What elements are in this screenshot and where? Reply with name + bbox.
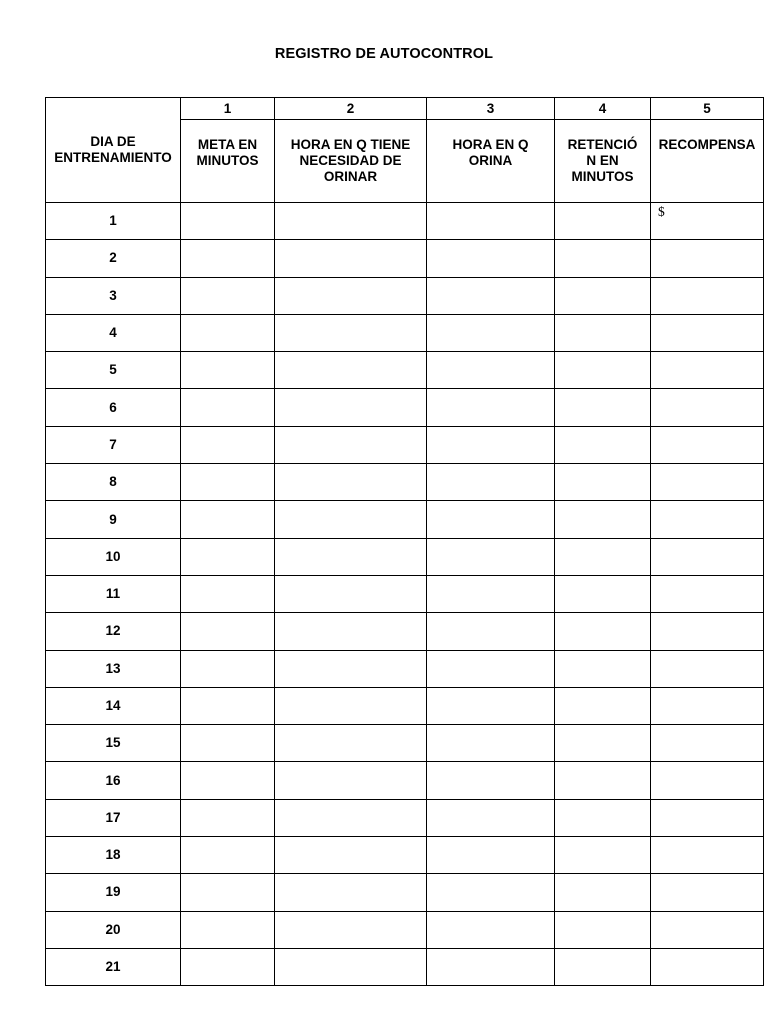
- reward-cell[interactable]: [651, 314, 764, 351]
- header-line: MINUTOS: [196, 153, 259, 168]
- retention-minutes-cell[interactable]: [555, 240, 651, 277]
- header-line: ORINAR: [323, 169, 378, 184]
- urinate-time-cell[interactable]: [427, 874, 555, 911]
- day-number: 8: [46, 464, 181, 501]
- reward-cell[interactable]: [651, 613, 764, 650]
- urinate-time-cell[interactable]: [427, 314, 555, 351]
- retention-minutes-cell[interactable]: [555, 389, 651, 426]
- header-line: RETENCIÓ: [567, 137, 638, 152]
- header-line: MINUTOS: [571, 169, 634, 184]
- urinate-time-cell[interactable]: [427, 277, 555, 314]
- table-row: [46, 687, 764, 724]
- urinate-time-cell[interactable]: [427, 240, 555, 277]
- need-time-cell[interactable]: [275, 464, 427, 501]
- reward-cell[interactable]: [651, 762, 764, 799]
- header-goal-minutes: [181, 120, 275, 203]
- goal-minutes-cell[interactable]: [181, 725, 275, 762]
- need-time-cell[interactable]: [275, 538, 427, 575]
- header-line: META EN: [197, 137, 258, 152]
- reward-cell[interactable]: [651, 501, 764, 538]
- day-number: 12: [46, 613, 181, 650]
- need-time-cell[interactable]: [275, 762, 427, 799]
- urinate-time-cell[interactable]: [427, 389, 555, 426]
- need-time-cell[interactable]: [275, 725, 427, 762]
- day-number: 7: [46, 426, 181, 463]
- reward-cell[interactable]: [651, 837, 764, 874]
- retention-minutes-cell[interactable]: [555, 613, 651, 650]
- reward-cell[interactable]: [651, 911, 764, 948]
- reward-cell[interactable]: [651, 799, 764, 836]
- reward-cell[interactable]: [651, 389, 764, 426]
- header-retention-minutes: [555, 120, 651, 203]
- header-line: HORA EN Q TIENE: [290, 137, 411, 152]
- column-number: 1: [181, 98, 275, 120]
- need-time-cell[interactable]: [275, 277, 427, 314]
- day-number: 4: [46, 314, 181, 351]
- goal-minutes-cell[interactable]: [181, 762, 275, 799]
- goal-minutes-cell[interactable]: [181, 352, 275, 389]
- reward-cell[interactable]: [651, 352, 764, 389]
- day-number: 16: [46, 762, 181, 799]
- day-column-header: [46, 98, 181, 203]
- day-number: 20: [46, 911, 181, 948]
- need-time-cell[interactable]: [275, 874, 427, 911]
- goal-minutes-cell[interactable]: [181, 911, 275, 948]
- urinate-time-cell[interactable]: [427, 464, 555, 501]
- goal-minutes-cell[interactable]: [181, 575, 275, 612]
- header-need-time: [275, 120, 427, 203]
- need-time-cell[interactable]: [275, 501, 427, 538]
- retention-minutes-cell[interactable]: [555, 277, 651, 314]
- reward-cell[interactable]: [651, 575, 764, 612]
- reward-cell[interactable]: [651, 203, 764, 240]
- table-row: [46, 911, 764, 948]
- reward-cell[interactable]: [651, 426, 764, 463]
- reward-cell[interactable]: [651, 687, 764, 724]
- urinate-time-cell[interactable]: [427, 352, 555, 389]
- reward-cell[interactable]: [651, 948, 764, 985]
- urinate-time-cell[interactable]: [427, 911, 555, 948]
- goal-minutes-cell[interactable]: [181, 613, 275, 650]
- urinate-time-cell[interactable]: [427, 426, 555, 463]
- reward-cell[interactable]: [651, 538, 764, 575]
- goal-minutes-cell[interactable]: [181, 538, 275, 575]
- table-row: [46, 613, 764, 650]
- goal-minutes-cell[interactable]: [181, 837, 275, 874]
- urinate-time-cell[interactable]: [427, 799, 555, 836]
- retention-minutes-cell[interactable]: [555, 575, 651, 612]
- retention-minutes-cell[interactable]: [555, 538, 651, 575]
- goal-minutes-cell[interactable]: [181, 948, 275, 985]
- need-time-cell[interactable]: [275, 613, 427, 650]
- day-header-line: DIA DE: [90, 134, 136, 149]
- need-time-cell[interactable]: [275, 575, 427, 612]
- need-time-cell[interactable]: [275, 911, 427, 948]
- table-row: [46, 874, 764, 911]
- column-number: 5: [651, 98, 764, 120]
- column-number: 3: [427, 98, 555, 120]
- header-line: RECOMPENSA: [658, 137, 756, 152]
- day-number: 2: [46, 240, 181, 277]
- column-number: 2: [275, 98, 427, 120]
- day-number: 21: [46, 948, 181, 985]
- need-time-cell[interactable]: [275, 837, 427, 874]
- goal-minutes-cell[interactable]: [181, 874, 275, 911]
- day-number: 13: [46, 650, 181, 687]
- urinate-time-cell[interactable]: [427, 575, 555, 612]
- goal-minutes-cell[interactable]: [181, 687, 275, 724]
- need-time-cell[interactable]: [275, 687, 427, 724]
- need-time-cell[interactable]: [275, 426, 427, 463]
- header-line: HORA EN Q: [452, 137, 529, 152]
- retention-minutes-cell[interactable]: [555, 464, 651, 501]
- table-row: [46, 314, 764, 351]
- goal-minutes-cell[interactable]: [181, 389, 275, 426]
- need-time-cell[interactable]: [275, 650, 427, 687]
- day-number: 15: [46, 725, 181, 762]
- table-row: [46, 948, 764, 985]
- reward-cell[interactable]: [651, 874, 764, 911]
- urinate-time-cell[interactable]: [427, 538, 555, 575]
- retention-minutes-cell[interactable]: [555, 650, 651, 687]
- column-number: 4: [555, 98, 651, 120]
- table-row: [46, 464, 764, 501]
- day-rows: [46, 203, 764, 986]
- table-row: [46, 203, 764, 240]
- urinate-time-cell[interactable]: [427, 501, 555, 538]
- table-row: [46, 501, 764, 538]
- need-time-cell[interactable]: [275, 948, 427, 985]
- day-number: 18: [46, 837, 181, 874]
- urinate-time-cell[interactable]: [427, 725, 555, 762]
- retention-minutes-cell[interactable]: [555, 352, 651, 389]
- table-row: [46, 650, 764, 687]
- retention-minutes-cell[interactable]: [555, 799, 651, 836]
- table-row: [46, 240, 764, 277]
- need-time-cell[interactable]: [275, 352, 427, 389]
- table-row: [46, 799, 764, 836]
- reward-cell[interactable]: [651, 725, 764, 762]
- day-number: 17: [46, 799, 181, 836]
- page-title: REGISTRO DE AUTOCONTROL: [274, 46, 494, 62]
- urinate-time-cell[interactable]: [427, 650, 555, 687]
- header-line: ORINA: [468, 153, 513, 168]
- column-number-row: [46, 98, 764, 120]
- day-number: 11: [46, 575, 181, 612]
- retention-minutes-cell[interactable]: [555, 874, 651, 911]
- day-number: 10: [46, 538, 181, 575]
- reward-cell[interactable]: [651, 240, 764, 277]
- table-row: [46, 277, 764, 314]
- urinate-time-cell[interactable]: [427, 948, 555, 985]
- header-line: NECESIDAD DE: [299, 153, 402, 168]
- retention-minutes-cell[interactable]: [555, 687, 651, 724]
- urinate-time-cell[interactable]: [427, 837, 555, 874]
- goal-minutes-cell[interactable]: [181, 240, 275, 277]
- table-row: [46, 725, 764, 762]
- day-header-line: ENTRENAMIENTO: [54, 150, 172, 165]
- retention-minutes-cell[interactable]: [555, 911, 651, 948]
- reward-cell[interactable]: [651, 464, 764, 501]
- retention-minutes-cell[interactable]: [555, 314, 651, 351]
- table-row: [46, 538, 764, 575]
- need-time-cell[interactable]: [275, 389, 427, 426]
- day-number: 3: [46, 277, 181, 314]
- table-row: [46, 352, 764, 389]
- header-urinate-time: [427, 120, 555, 203]
- day-number: 9: [46, 501, 181, 538]
- goal-minutes-cell[interactable]: [181, 277, 275, 314]
- retention-minutes-cell[interactable]: [555, 762, 651, 799]
- self-control-log-table: [45, 97, 764, 986]
- goal-minutes-cell[interactable]: [181, 464, 275, 501]
- retention-minutes-cell[interactable]: [555, 203, 651, 240]
- reward-cell[interactable]: [651, 277, 764, 314]
- day-number: 1: [46, 203, 181, 240]
- currency-sign: $: [658, 204, 665, 219]
- goal-minutes-cell[interactable]: [181, 203, 275, 240]
- goal-minutes-cell[interactable]: [181, 650, 275, 687]
- retention-minutes-cell[interactable]: [555, 948, 651, 985]
- goal-minutes-cell[interactable]: [181, 426, 275, 463]
- table-row: [46, 837, 764, 874]
- day-number: 5: [46, 352, 181, 389]
- need-time-cell[interactable]: [275, 799, 427, 836]
- reward-cell[interactable]: [651, 650, 764, 687]
- day-number: 19: [46, 874, 181, 911]
- goal-minutes-cell[interactable]: [181, 314, 275, 351]
- retention-minutes-cell[interactable]: [555, 725, 651, 762]
- need-time-cell[interactable]: [275, 314, 427, 351]
- retention-minutes-cell[interactable]: [555, 501, 651, 538]
- retention-minutes-cell[interactable]: [555, 837, 651, 874]
- need-time-cell[interactable]: [275, 240, 427, 277]
- urinate-time-cell[interactable]: [427, 762, 555, 799]
- goal-minutes-cell[interactable]: [181, 799, 275, 836]
- table-row: [46, 575, 764, 612]
- table-row: [46, 389, 764, 426]
- table-row: [46, 762, 764, 799]
- header-reward: [651, 120, 764, 203]
- urinate-time-cell[interactable]: [427, 613, 555, 650]
- urinate-time-cell[interactable]: [427, 203, 555, 240]
- retention-minutes-cell[interactable]: [555, 426, 651, 463]
- need-time-cell[interactable]: [275, 203, 427, 240]
- day-number: 14: [46, 687, 181, 724]
- urinate-time-cell[interactable]: [427, 687, 555, 724]
- day-number: 6: [46, 389, 181, 426]
- header-line: N EN: [586, 153, 619, 168]
- goal-minutes-cell[interactable]: [181, 501, 275, 538]
- table-row: [46, 426, 764, 463]
